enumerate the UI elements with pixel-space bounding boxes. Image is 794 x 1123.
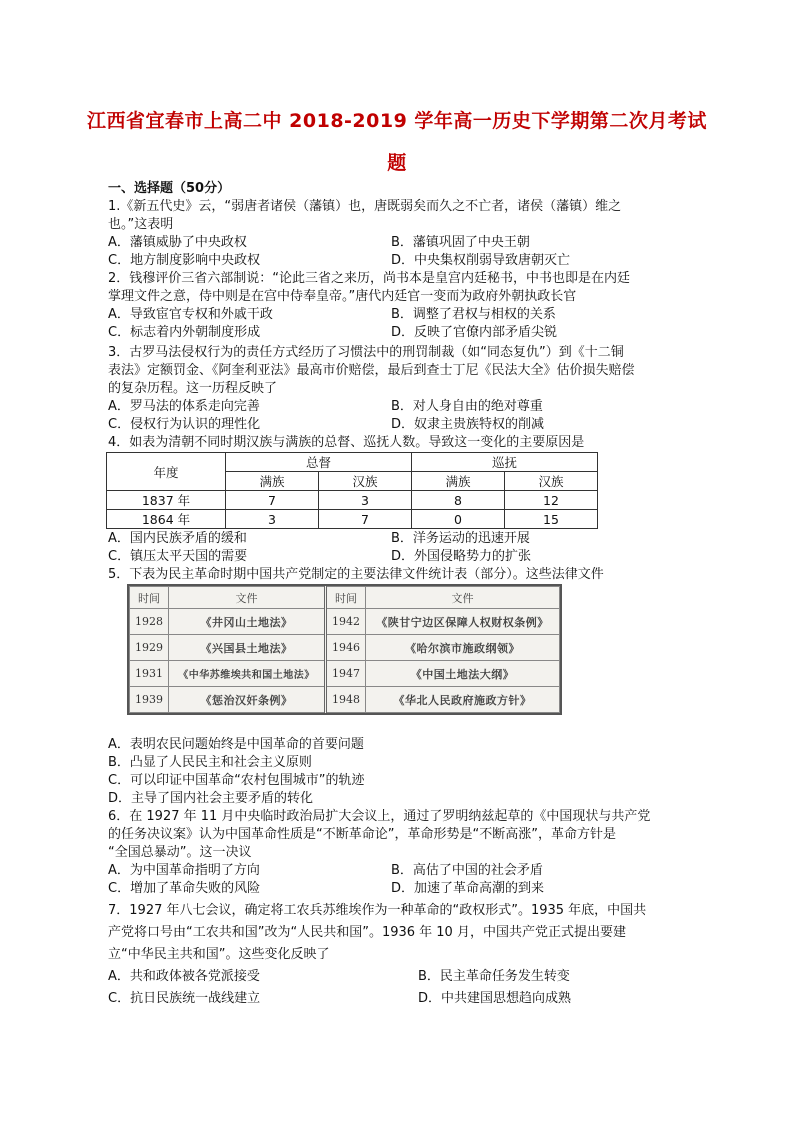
table-cell: 12 [505, 491, 598, 510]
law-documents-table-image [127, 584, 562, 715]
table-header-year: 年度 [107, 453, 226, 491]
question-4-option-c: C．镇压太平天国的需要 [108, 549, 248, 564]
question-1-stem: 1.《新五代史》云，“弱唐者诸侯（藩镇）也，唐既弱矣而久之不亡者，诸侯（藩镇）维之 [108, 199, 622, 214]
table-cell-year: 1837 年 [107, 491, 226, 510]
question-7-option-c: C．抗日民族统一战线建立 [108, 991, 261, 1006]
table-cell-year: 1947 [326, 661, 366, 687]
table-cell-year: 1864 年 [107, 510, 226, 529]
table-cell-year: 1929 [130, 635, 169, 661]
table-subheader: 汉族 [505, 472, 598, 491]
question-1-option-d: D．中央集权削弱导致唐朝灭亡 [391, 253, 571, 268]
question-1-option-b: B．藩镇巩固了中央王朝 [391, 235, 530, 250]
table-cell-year: 1942 [326, 609, 366, 635]
question-5-option-a: A．表明农民问题始终是中国革命的首要问题 [108, 737, 364, 752]
table-cell-document: 《中国土地法大纲》 [366, 661, 560, 687]
table-cell-year: 1928 [130, 609, 169, 635]
question-5-option-d: D．主导了国内社会主要矛盾的转化 [108, 791, 314, 806]
table-cell-year: 1939 [130, 687, 169, 713]
question-3-stem-cont2: 的复杂历程。这一历程反映了 [108, 381, 278, 396]
table-subheader: 汉族 [319, 472, 412, 491]
question-3-stem: 3．古罗马法侵权行为的责任方式经历了习惯法中的刑罚制裁（如“同态复仇”）到《十二铜 [108, 345, 624, 360]
law-documents-table [129, 586, 560, 713]
table-cell-year: 1948 [326, 687, 366, 713]
question-2-option-a: A．导致宦官专权和外戚干政 [108, 307, 273, 322]
table-row [130, 609, 560, 635]
question-2-stem-cont: 掌理文件之意，侍中则是在宫中侍奉皇帝。”唐代内廷官一变而为政府外朝执政长官 [108, 289, 577, 304]
question-6-option-b: B．高估了中国的社会矛盾 [391, 863, 543, 878]
section-heading: 一、选择题（50分） [108, 181, 231, 196]
table-cell-year: 1931 [130, 661, 169, 687]
question-2-option-d: D．反映了官僚内部矛盾尖锐 [391, 325, 558, 340]
table-cell-document: 《兴国县土地法》 [169, 635, 326, 661]
question-5-stem: 5．下表为民主革命时期中国共产党制定的主要法律文件统计表（部分）。这些法律文件 [108, 567, 604, 582]
question-2-option-b: B．调整了君权与相权的关系 [391, 307, 556, 322]
question-7-option-d: D．中共建国思想趋向成熟 [418, 991, 572, 1006]
question-6-option-d: D．加速了革命高潮的到来 [391, 881, 545, 896]
table-row [107, 510, 598, 529]
question-3-option-c: C．侵权行为认识的理性化 [108, 417, 261, 432]
table-cell-document: 《中华苏维埃共和国土地法》 [169, 661, 326, 687]
question-1-stem-cont: 也。”这表明 [108, 217, 174, 232]
question-7-stem-cont: 产党将口号由“工农共和国”改为“人民共和国”。1936 年 10 月，中国共产党正式提出要建 [108, 925, 626, 940]
question-3-option-d: D．奴隶主贵族特权的削减 [391, 417, 545, 432]
table-cell-document: 《华北人民政府施政方针》 [366, 687, 560, 713]
question-5-option-b: B．凸显了人民民主和社会主义原则 [108, 755, 312, 770]
question-7-option-b: B．民主革命任务发生转变 [418, 969, 570, 984]
question-2-stem: 2．钱穆评价三省六部制说：“论此三省之来历，尚书本是皇宫内廷秘书，中书也即是在内廷 [108, 271, 631, 286]
document-title-continued: 题 [387, 152, 407, 174]
table-subheader: 满族 [226, 472, 319, 491]
question-6-option-c: C．增加了革命失败的风险 [108, 881, 261, 896]
question-4-stem: 4．如表为清朝不同时期汉族与满族的总督、巡抚人数。导致这一变化的主要原因是 [108, 435, 585, 450]
table-header-inspector: 巡抚 [412, 453, 598, 472]
table-header-document: 文件 [366, 587, 560, 609]
table-cell: 3 [226, 510, 319, 529]
table-row [130, 635, 560, 661]
table-row [130, 661, 560, 687]
question-1-option-c: C．地方制度影响中央政权 [108, 253, 261, 268]
question-1-option-a: A．藩镇威胁了中央政权 [108, 235, 247, 250]
table-row [107, 491, 598, 510]
table-subheader: 满族 [412, 472, 505, 491]
question-3-option-b: B．对人身自由的绝对尊重 [391, 399, 543, 414]
question-6-stem: 6．在 1927 年 11 月中央临时政治局扩大会议上，通过了罗明纳兹起草的《中国现状与共产党 [108, 809, 651, 824]
table-cell: 7 [319, 510, 412, 529]
table-cell: 7 [226, 491, 319, 510]
table-header-document: 文件 [169, 587, 326, 609]
table-cell-document: 《井冈山土地法》 [169, 609, 326, 635]
governor-table [106, 452, 598, 529]
question-7-stem: 7．1927 年八七会议，确定将工农兵苏维埃作为一种革命的“政权形式”。1935 年底，中国共 [108, 903, 647, 918]
question-4-option-b: B．洋务运动的迅速开展 [391, 531, 530, 546]
table-header-time: 时间 [326, 587, 366, 609]
table-row [130, 687, 560, 713]
question-7-option-a: A．共和政体被各党派接受 [108, 969, 260, 984]
document-title: 江西省宜春市上高二中 2018-2019 学年高一历史下学期第二次月考试 [87, 110, 707, 132]
question-5-option-c: C．可以印证中国革命“农村包围城市”的轨迹 [108, 773, 365, 788]
table-cell-document: 《陕甘宁边区保障人权财权条例》 [366, 609, 560, 635]
table-cell: 8 [412, 491, 505, 510]
question-3-option-a: A．罗马法的体系走向完善 [108, 399, 260, 414]
table-cell: 3 [319, 491, 412, 510]
table-header-time: 时间 [130, 587, 169, 609]
question-4-option-d: D．外国侵略势力的扩张 [391, 549, 532, 564]
table-cell-document: 《哈尔滨市施政纲领》 [366, 635, 560, 661]
question-2-option-c: C．标志着内外朝制度形成 [108, 325, 261, 340]
question-6-stem-cont: 的任务决议案》认为中国革命性质是“不断革命论”，革命形势是“不断高涨”，革命方针是 [108, 827, 616, 842]
table-header-governor: 总督 [226, 453, 412, 472]
question-3-stem-cont: 表法》定额罚金、《阿奎利亚法》最高市价赔偿，最后到查士丁尼《民法大全》估价损失赔偿 [108, 363, 635, 378]
table-cell: 0 [412, 510, 505, 529]
table-cell-year: 1946 [326, 635, 366, 661]
question-6-stem-cont2: “全国总暴动”。这一决议 [108, 845, 252, 860]
question-4-option-a: A．国内民族矛盾的缓和 [108, 531, 247, 546]
question-7-stem-cont2: 立“中华民主共和国”。这些变化反映了 [108, 947, 330, 962]
table-cell: 15 [505, 510, 598, 529]
question-6-option-a: A．为中国革命指明了方向 [108, 863, 260, 878]
table-cell-document: 《惩治汉奸条例》 [169, 687, 326, 713]
